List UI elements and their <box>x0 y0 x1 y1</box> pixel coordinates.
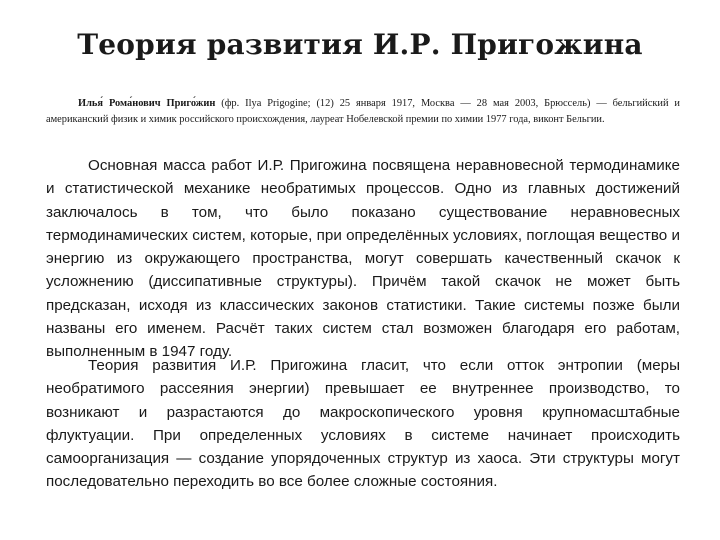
paragraph-main-works: Основная масса работ И.Р. Пригожина посвящена неравновесной термодинамике и статистической механике необратимых процессов. Одно из главных достижений заключалось в том, что было показано существование неравновесных термодинамических систем, которые, при определённых условиях, поглощая вещество и энергию из окружающего пространства, могут совершать качественный скачок к усложнению (диссипативные структуры). Причём такой скачок не может быть предсказан, исходя из классических законов статистики. Такие системы позже были названы его именем. Расчёт таких систем стал возможен благодаря его работам, выполненным в 1947 году. <box>46 157 680 361</box>
biography-note <box>46 96 680 128</box>
paragraph-development-theory: Теория развития И.Р. Пригожина гласит, что если отток энтропии (меры необратимого рассеяния энергии) превышает ее внутреннее производство, то возникают и разрастаются до макроскопического уровня крупномасштабные флуктуации. При определенных условиях в системе начинает происходить самоорганизация — создание упорядоченных структур из хаоса. Эти структуры могут последовательно переходить во все более сложные состояния. <box>46 357 680 491</box>
biography-name: Илья́ Рома́нович Приго́жин <box>78 98 216 109</box>
biography-text: (фр. Ilya Prigogine; (12) 25 января 1917, Москва — 28 мая 2003, Брюссель) — бельгийский и американский физик и химик российского происхождения, лауреат Нобелевской премии по химии 1977 года, виконт Бельгии. <box>46 98 680 125</box>
slide-title: Теория развития И.Р. Пригожина <box>77 28 643 61</box>
